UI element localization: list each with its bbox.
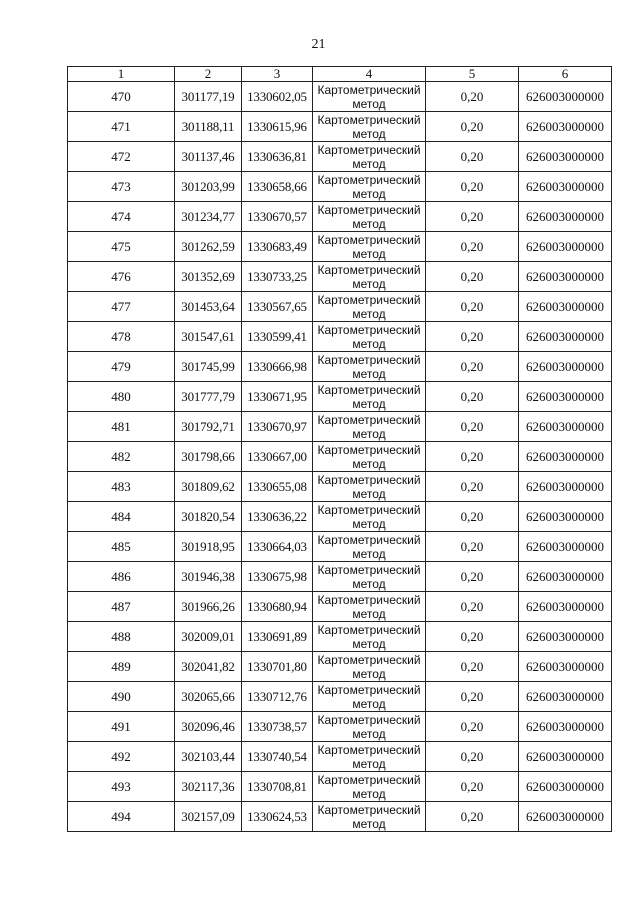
coordinate-y-cell: 1330667,00 — [242, 442, 313, 472]
coordinate-y-cell: 1330670,57 — [242, 202, 313, 232]
accuracy-cell: 0,20 — [426, 202, 519, 232]
method-cell: Картометрический метод — [313, 262, 426, 292]
coordinate-x-cell: 301137,46 — [175, 142, 242, 172]
point-number-cell: 476 — [68, 262, 175, 292]
coordinate-y-cell: 1330636,22 — [242, 502, 313, 532]
coordinate-x-cell: 302065,66 — [175, 682, 242, 712]
accuracy-cell: 0,20 — [426, 352, 519, 382]
coordinate-y-cell: 1330599,41 — [242, 322, 313, 352]
table-row — [68, 562, 612, 592]
point-number-cell: 485 — [68, 532, 175, 562]
coordinate-x-cell: 301792,71 — [175, 412, 242, 442]
coordinate-x-cell: 301177,19 — [175, 82, 242, 112]
table-row — [68, 292, 612, 322]
coordinate-y-cell: 1330624,53 — [242, 802, 313, 832]
code-cell: 626003000000 — [519, 652, 612, 682]
point-number-cell: 481 — [68, 412, 175, 442]
coordinate-x-cell: 302096,46 — [175, 712, 242, 742]
code-cell: 626003000000 — [519, 622, 612, 652]
accuracy-cell: 0,20 — [426, 322, 519, 352]
table-row — [68, 442, 612, 472]
code-cell: 626003000000 — [519, 412, 612, 442]
code-cell: 626003000000 — [519, 592, 612, 622]
method-cell: Картометрический метод — [313, 562, 426, 592]
column-header: 5 — [426, 67, 519, 82]
table-row — [68, 742, 612, 772]
table-row — [68, 412, 612, 442]
table-row — [68, 202, 612, 232]
code-cell: 626003000000 — [519, 562, 612, 592]
point-number-cell: 494 — [68, 802, 175, 832]
method-cell: Картометрический метод — [313, 802, 426, 832]
coordinate-x-cell: 301820,54 — [175, 502, 242, 532]
coordinate-x-cell: 301262,59 — [175, 232, 242, 262]
code-cell: 626003000000 — [519, 742, 612, 772]
column-header: 6 — [519, 67, 612, 82]
code-cell: 626003000000 — [519, 712, 612, 742]
table-row — [68, 652, 612, 682]
coordinate-x-cell: 301453,64 — [175, 292, 242, 322]
coordinate-x-cell: 301918,95 — [175, 532, 242, 562]
point-number-cell: 484 — [68, 502, 175, 532]
table-row — [68, 172, 612, 202]
coordinate-x-cell: 301809,62 — [175, 472, 242, 502]
point-number-cell: 482 — [68, 442, 175, 472]
code-cell: 626003000000 — [519, 502, 612, 532]
method-cell: Картометрический метод — [313, 322, 426, 352]
method-cell: Картометрический метод — [313, 172, 426, 202]
coordinate-y-cell: 1330658,66 — [242, 172, 313, 202]
coordinate-x-cell: 302103,44 — [175, 742, 242, 772]
code-cell: 626003000000 — [519, 802, 612, 832]
table-row — [68, 142, 612, 172]
coordinate-x-cell: 301203,99 — [175, 172, 242, 202]
point-number-cell: 488 — [68, 622, 175, 652]
coordinate-y-cell: 1330664,03 — [242, 532, 313, 562]
coordinate-x-cell: 301745,99 — [175, 352, 242, 382]
table-row — [68, 382, 612, 412]
table-row — [68, 592, 612, 622]
coordinate-y-cell: 1330675,98 — [242, 562, 313, 592]
method-cell: Картометрический метод — [313, 742, 426, 772]
accuracy-cell: 0,20 — [426, 772, 519, 802]
accuracy-cell: 0,20 — [426, 442, 519, 472]
method-cell: Картометрический метод — [313, 352, 426, 382]
method-cell: Картометрический метод — [313, 82, 426, 112]
method-cell: Картометрический метод — [313, 532, 426, 562]
accuracy-cell: 0,20 — [426, 622, 519, 652]
coordinate-x-cell: 302041,82 — [175, 652, 242, 682]
method-cell: Картометрический метод — [313, 712, 426, 742]
method-cell: Картометрический метод — [313, 112, 426, 142]
coordinate-y-cell: 1330567,65 — [242, 292, 313, 322]
accuracy-cell: 0,20 — [426, 172, 519, 202]
accuracy-cell: 0,20 — [426, 142, 519, 172]
accuracy-cell: 0,20 — [426, 802, 519, 832]
code-cell: 626003000000 — [519, 382, 612, 412]
code-cell: 626003000000 — [519, 352, 612, 382]
point-number-cell: 479 — [68, 352, 175, 382]
coordinate-x-cell: 301352,69 — [175, 262, 242, 292]
table-body — [68, 82, 612, 832]
page-number: 21 — [311, 37, 326, 52]
point-number-cell: 493 — [68, 772, 175, 802]
accuracy-cell: 0,20 — [426, 742, 519, 772]
accuracy-cell: 0,20 — [426, 562, 519, 592]
method-cell: Картометрический метод — [313, 382, 426, 412]
point-number-cell: 474 — [68, 202, 175, 232]
coordinate-y-cell: 1330655,08 — [242, 472, 313, 502]
coordinate-y-cell: 1330708,81 — [242, 772, 313, 802]
coordinates-table — [67, 66, 612, 832]
method-cell: Картометрический метод — [313, 232, 426, 262]
coordinate-y-cell: 1330733,25 — [242, 262, 313, 292]
method-cell: Картометрический метод — [313, 652, 426, 682]
point-number-cell: 473 — [68, 172, 175, 202]
coordinate-y-cell: 1330680,94 — [242, 592, 313, 622]
point-number-cell: 491 — [68, 712, 175, 742]
code-cell: 626003000000 — [519, 202, 612, 232]
coordinate-y-cell: 1330615,96 — [242, 112, 313, 142]
coordinate-y-cell: 1330738,57 — [242, 712, 313, 742]
accuracy-cell: 0,20 — [426, 682, 519, 712]
header-row — [68, 67, 612, 82]
point-number-cell: 477 — [68, 292, 175, 322]
column-header: 2 — [175, 67, 242, 82]
point-number-cell: 487 — [68, 592, 175, 622]
point-number-cell: 490 — [68, 682, 175, 712]
table-row — [68, 802, 612, 832]
point-number-cell: 489 — [68, 652, 175, 682]
method-cell: Картометрический метод — [313, 682, 426, 712]
method-cell: Картометрический метод — [313, 772, 426, 802]
table-row — [68, 352, 612, 382]
coordinate-y-cell: 1330602,05 — [242, 82, 313, 112]
coordinate-x-cell: 301188,11 — [175, 112, 242, 142]
accuracy-cell: 0,20 — [426, 262, 519, 292]
accuracy-cell: 0,20 — [426, 532, 519, 562]
coordinate-x-cell: 301946,38 — [175, 562, 242, 592]
column-header: 4 — [313, 67, 426, 82]
method-cell: Картометрический метод — [313, 292, 426, 322]
table-row — [68, 82, 612, 112]
column-header: 3 — [242, 67, 313, 82]
coordinate-y-cell: 1330701,80 — [242, 652, 313, 682]
accuracy-cell: 0,20 — [426, 502, 519, 532]
coordinate-y-cell: 1330712,76 — [242, 682, 313, 712]
coordinate-x-cell: 302157,09 — [175, 802, 242, 832]
method-cell: Картометрический метод — [313, 472, 426, 502]
accuracy-cell: 0,20 — [426, 82, 519, 112]
code-cell: 626003000000 — [519, 682, 612, 712]
method-cell: Картометрический метод — [313, 412, 426, 442]
point-number-cell: 475 — [68, 232, 175, 262]
code-cell: 626003000000 — [519, 112, 612, 142]
code-cell: 626003000000 — [519, 772, 612, 802]
accuracy-cell: 0,20 — [426, 112, 519, 142]
method-cell: Картометрический метод — [313, 142, 426, 172]
code-cell: 626003000000 — [519, 232, 612, 262]
table-row — [68, 112, 612, 142]
code-cell: 626003000000 — [519, 142, 612, 172]
point-number-cell: 492 — [68, 742, 175, 772]
point-number-cell: 471 — [68, 112, 175, 142]
accuracy-cell: 0,20 — [426, 232, 519, 262]
coordinate-x-cell: 301966,26 — [175, 592, 242, 622]
coordinate-x-cell: 302009,01 — [175, 622, 242, 652]
coordinate-y-cell: 1330671,95 — [242, 382, 313, 412]
method-cell: Картометрический метод — [313, 202, 426, 232]
accuracy-cell: 0,20 — [426, 652, 519, 682]
coordinate-y-cell: 1330683,49 — [242, 232, 313, 262]
accuracy-cell: 0,20 — [426, 382, 519, 412]
table-row — [68, 262, 612, 292]
method-cell: Картометрический метод — [313, 502, 426, 532]
accuracy-cell: 0,20 — [426, 712, 519, 742]
coordinate-x-cell: 302117,36 — [175, 772, 242, 802]
accuracy-cell: 0,20 — [426, 412, 519, 442]
coordinate-y-cell: 1330691,89 — [242, 622, 313, 652]
accuracy-cell: 0,20 — [426, 592, 519, 622]
table-row — [68, 682, 612, 712]
column-header: 1 — [68, 67, 175, 82]
table-row — [68, 532, 612, 562]
accuracy-cell: 0,20 — [426, 472, 519, 502]
table-row — [68, 322, 612, 352]
coordinate-y-cell: 1330636,81 — [242, 142, 313, 172]
code-cell: 626003000000 — [519, 172, 612, 202]
point-number-cell: 486 — [68, 562, 175, 592]
code-cell: 626003000000 — [519, 442, 612, 472]
point-number-cell: 470 — [68, 82, 175, 112]
table-row — [68, 472, 612, 502]
code-cell: 626003000000 — [519, 262, 612, 292]
code-cell: 626003000000 — [519, 532, 612, 562]
method-cell: Картометрический метод — [313, 622, 426, 652]
code-cell: 626003000000 — [519, 292, 612, 322]
coordinate-x-cell: 301798,66 — [175, 442, 242, 472]
table-row — [68, 502, 612, 532]
point-number-cell: 478 — [68, 322, 175, 352]
method-cell: Картометрический метод — [313, 442, 426, 472]
coordinate-x-cell: 301234,77 — [175, 202, 242, 232]
table-header — [68, 67, 612, 82]
point-number-cell: 472 — [68, 142, 175, 172]
accuracy-cell: 0,20 — [426, 292, 519, 322]
coordinate-x-cell: 301547,61 — [175, 322, 242, 352]
code-cell: 626003000000 — [519, 322, 612, 352]
table-row — [68, 232, 612, 262]
coordinate-y-cell: 1330670,97 — [242, 412, 313, 442]
point-number-cell: 480 — [68, 382, 175, 412]
code-cell: 626003000000 — [519, 82, 612, 112]
table-row — [68, 772, 612, 802]
coordinate-y-cell: 1330666,98 — [242, 352, 313, 382]
table-row — [68, 622, 612, 652]
coordinate-y-cell: 1330740,54 — [242, 742, 313, 772]
code-cell: 626003000000 — [519, 472, 612, 502]
coordinate-x-cell: 301777,79 — [175, 382, 242, 412]
point-number-cell: 483 — [68, 472, 175, 502]
table-row — [68, 712, 612, 742]
method-cell: Картометрический метод — [313, 592, 426, 622]
